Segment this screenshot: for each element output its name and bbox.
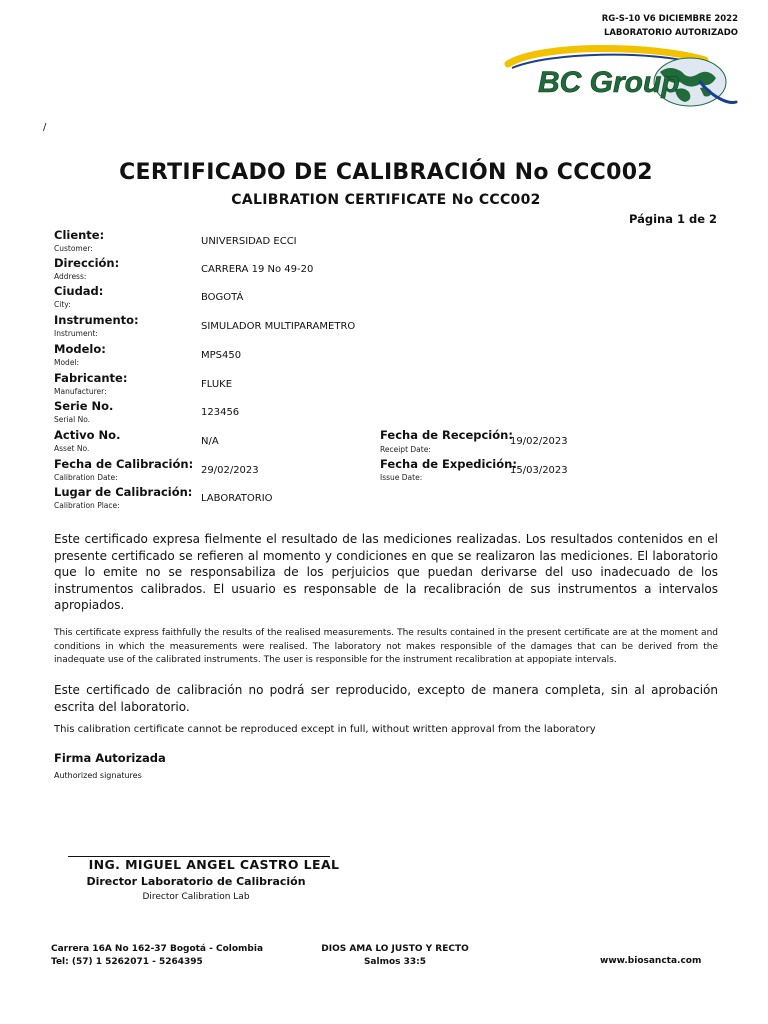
disclaimer-en: This certificate express faithfully the results of the realised measurements. The results contained in the present certificate are at the moment and conditions in which the measurements were realised. The laboratory not makes responsible of the damages that can be derived from the inadequate use of the calibrated instruments. The user is responsible for the instrument recalibration at appopiate intervals. bbox=[54, 628, 718, 665]
logo-text: BC Group bbox=[538, 66, 680, 99]
field-value-manufacturer: FLUKE bbox=[201, 379, 233, 390]
certificate-title: CERTIFICADO DE CALIBRACIÓN No CCC002 bbox=[119, 160, 653, 185]
field-sub: Customer: bbox=[54, 244, 93, 253]
field-sub: Serial No. bbox=[54, 415, 91, 424]
field-label: Fabricante: bbox=[54, 371, 128, 385]
signer-role: Director Laboratorio de Calibración bbox=[86, 875, 306, 888]
field-sub: Calibration Place: bbox=[54, 501, 120, 510]
signature-label: Firma Autorizada bbox=[54, 751, 166, 765]
field-sub: City: bbox=[54, 300, 71, 309]
field-sub: Instrument: bbox=[54, 329, 98, 338]
company-logo bbox=[500, 42, 740, 108]
field-value-calibration-date: 29/02/2023 bbox=[201, 465, 259, 476]
field-label: Activo No. bbox=[54, 428, 121, 442]
signer-role-en: Director Calibration Lab bbox=[142, 892, 250, 902]
page-number: Página 1 de 2 bbox=[628, 212, 717, 226]
footer-phone: Tel: (57) 1 5262071 - 5264395 bbox=[51, 957, 203, 967]
field-value-asset: N/A bbox=[201, 436, 219, 447]
field-value-serial: 123456 bbox=[201, 407, 240, 418]
field-value-instrument: SIMULADOR MULTIPARAMETRO bbox=[201, 321, 356, 332]
field-sub: Address: bbox=[54, 272, 87, 281]
field-value-client: UNIVERSIDAD ECCI bbox=[201, 236, 297, 247]
field-label: Dirección: bbox=[54, 256, 120, 270]
field-value-city: BOGOTÁ bbox=[201, 292, 244, 303]
field-label: Lugar de Calibración: bbox=[54, 485, 193, 499]
field-sub: Issue Date: bbox=[380, 473, 423, 482]
reproduction-es: Este certificado de calibración no podrá ser reproducido, excepto de manera completa, sin al aprobación escrita del laboratorio. bbox=[54, 683, 718, 714]
field-label: Modelo: bbox=[54, 342, 106, 356]
footer-website: www.biosancta.com bbox=[600, 956, 702, 966]
signature-sub: Authorized signatures bbox=[54, 771, 142, 780]
field-label: Fecha de Expedición: bbox=[380, 457, 517, 471]
lab-status: LABORATORIO AUTORIZADO bbox=[603, 28, 738, 38]
field-sub: Receipt Date: bbox=[380, 445, 431, 454]
header-codes bbox=[602, 12, 738, 40]
footer-verse: Salmos 33:5 bbox=[363, 957, 427, 967]
stray-slash: / bbox=[43, 122, 47, 133]
field-sub: Asset No. bbox=[54, 444, 90, 453]
field-value-model: MPS450 bbox=[201, 350, 242, 361]
field-label: Ciudad: bbox=[54, 284, 104, 298]
field-value-address: CARRERA 19 No 49-20 bbox=[201, 264, 314, 275]
doc-code: RG-S-10 V6 DICIEMBRE 2022 bbox=[601, 14, 738, 24]
field-label: Instrumento: bbox=[54, 313, 139, 327]
disclaimer-es: Este certificado expresa fielmente el resultado de las mediciones realizadas. Los resultados contenidos en el presente certificado se refieren al momento y condiciones en que se realizaron las mediciones. El laboratorio que lo emite no se responsabiliza de los perjuicios que puedan derivarse del uso inadecuado de los instrumentos calibrados. El usuario es responsable de la recalibración de sus instrumentos a intervalos apropiados. bbox=[54, 532, 718, 612]
signer-name: ING. MIGUEL ANGEL CASTRO LEAL bbox=[88, 857, 340, 872]
field-value-calibration-place: LABORATORIO bbox=[201, 493, 273, 504]
footer-address: Carrera 16A No 162-37 Bogotá - Colombia bbox=[51, 944, 264, 954]
field-sub: Calibration Date: bbox=[54, 473, 118, 482]
field-value-issue-date: 15/03/2023 bbox=[510, 465, 568, 476]
field-label: Serie No. bbox=[54, 399, 114, 413]
field-value-receipt-date: 19/02/2023 bbox=[510, 436, 568, 447]
footer-contact bbox=[51, 943, 263, 969]
field-sub: Manufacturer: bbox=[54, 387, 107, 396]
footer-motto: DIOS AMA LO JUSTO Y RECTO bbox=[321, 944, 469, 954]
certificate-subtitle: CALIBRATION CERTIFICATE No CCC002 bbox=[231, 192, 541, 208]
footer-motto-block bbox=[315, 943, 475, 969]
reproduction-en: This calibration certificate cannot be reproduced except in full, without written approval from the laboratory bbox=[54, 724, 596, 735]
field-label: Cliente: bbox=[54, 228, 105, 242]
field-label: Fecha de Recepción: bbox=[380, 428, 513, 442]
field-sub: Model: bbox=[54, 358, 80, 367]
field-label: Fecha de Calibración: bbox=[54, 457, 194, 471]
